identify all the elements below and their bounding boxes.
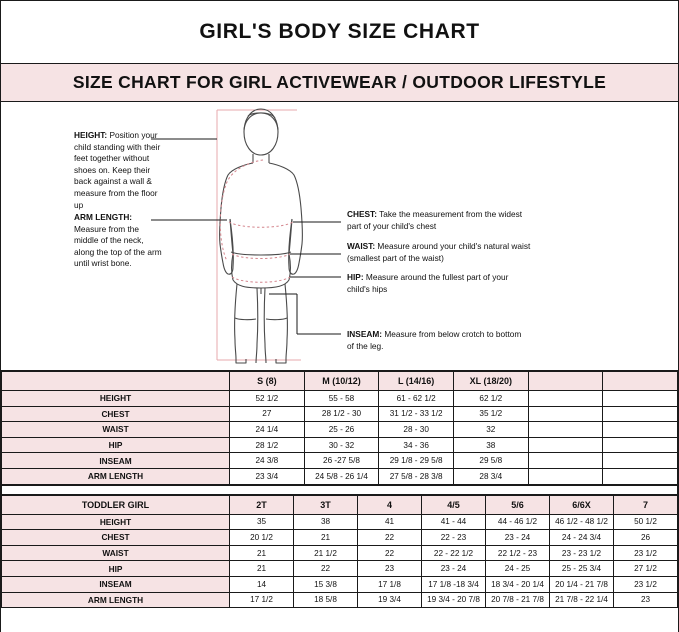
column-header: 7: [614, 495, 678, 514]
table-row: [2, 530, 678, 546]
row-label: HIP: [2, 561, 230, 577]
table-cell: 21: [230, 561, 294, 577]
column-header: XL (18/20): [453, 372, 528, 391]
table-cell: 62 1/2: [453, 391, 528, 407]
annotation-arm-length-text: Measure from the middle of the neck, along the top of the arm until wrist bone.: [74, 223, 162, 269]
table-cell: [603, 406, 678, 422]
table-cell: [528, 391, 603, 407]
table-cell: [528, 422, 603, 438]
table-cell: 28 1/2: [230, 437, 305, 453]
annotation-chest: [347, 209, 529, 232]
table-cell: 61 - 62 1/2: [379, 391, 454, 407]
table-cell: [528, 468, 603, 484]
spacer-cell: [2, 485, 678, 494]
table-cell: 17 1/2: [230, 592, 294, 608]
column-header: 5/6: [486, 495, 550, 514]
column-header: L (14/16): [379, 372, 454, 391]
toddler-size-table-wrap: [1, 495, 678, 609]
column-header: M (10/12): [304, 372, 379, 391]
table-row: [2, 514, 678, 530]
table-cell: 20 1/2: [230, 530, 294, 546]
column-header: [603, 372, 678, 391]
table-corner-cell: TODDLER GIRL: [2, 495, 230, 514]
table-cell: 18 3/4 - 20 1/4: [486, 576, 550, 592]
annotation-inseam-text: Measure from below crotch to bottom of the leg.: [347, 329, 522, 351]
table-cell: 55 - 58: [304, 391, 379, 407]
table-cell: 22 - 23: [422, 530, 486, 546]
table-header-row: [2, 495, 678, 514]
table-cell: 52 1/2: [230, 391, 305, 407]
annotation-chest-text: Take the measurement from the widest part of your child's chest: [347, 209, 523, 231]
table-cell: 21 1/2: [294, 545, 358, 561]
row-label: CHEST: [2, 530, 230, 546]
annotation-hip-label: HIP:: [347, 272, 364, 282]
annotation-inseam-label: INSEAM:: [347, 329, 383, 339]
column-header: 2T: [230, 495, 294, 514]
table-cell: 35 1/2: [453, 406, 528, 422]
table-cell: 28 3/4: [453, 468, 528, 484]
page-title-band: [1, 0, 678, 64]
table-cell: 18 5/8: [294, 592, 358, 608]
table-cell: 24 - 25: [486, 561, 550, 577]
table-cell: 22: [358, 530, 422, 546]
table-cell: 20 1/4 - 21 7/8: [550, 576, 614, 592]
table-cell: [528, 453, 603, 469]
table-cell: 34 - 36: [379, 437, 454, 453]
row-label: INSEAM: [2, 576, 230, 592]
table-cell: [603, 422, 678, 438]
column-header: 3T: [294, 495, 358, 514]
table-cell: 23 - 24: [486, 530, 550, 546]
row-label: HIP: [2, 437, 230, 453]
annotation-height-label: HEIGHT:: [74, 130, 108, 140]
row-label: INSEAM: [2, 453, 230, 469]
table-cell: 17 1/8: [358, 576, 422, 592]
annotation-hip-text: Measure around the fullest part of your child's hips: [347, 272, 509, 294]
table-cell: 25 - 25 3/4: [550, 561, 614, 577]
girl-size-table: [1, 371, 678, 485]
annotation-waist-text: Measure around your child's natural waist (smallest part of the waist): [347, 241, 531, 263]
table-cell: 23 - 23 1/2: [550, 545, 614, 561]
table-cell: 23 - 24: [422, 561, 486, 577]
table-cell: 30 - 32: [304, 437, 379, 453]
table-cell: 29 1/8 - 29 5/8: [379, 453, 454, 469]
table-cell: 27 1/2: [614, 561, 678, 577]
annotation-arm-length: [74, 212, 162, 270]
table-cell: 24 5/8 - 26 1/4: [304, 468, 379, 484]
annotation-height-text: Position your child standing with their feet together without shoes on. Keep their back against a wall & measure from the floor up: [74, 130, 161, 210]
table-cell: 21: [294, 530, 358, 546]
table-cell: [603, 391, 678, 407]
table-row: [2, 391, 678, 407]
table-cell: 21: [230, 545, 294, 561]
table-cell: 28 - 30: [379, 422, 454, 438]
annotation-hip: [347, 272, 529, 295]
annotation-arm-length-label: ARM LENGTH:: [74, 212, 133, 222]
table-row: [2, 437, 678, 453]
table-cell: [528, 406, 603, 422]
column-header: 6/6X: [550, 495, 614, 514]
table-cell: [603, 468, 678, 484]
table-row: [2, 561, 678, 577]
table-row: [2, 576, 678, 592]
table-cell: 22: [294, 561, 358, 577]
annotation-waist: [347, 241, 535, 264]
table-cell: 38: [294, 514, 358, 530]
row-label: ARM LENGTH: [2, 468, 230, 484]
table-spacer: [1, 485, 678, 495]
column-header: 4/5: [422, 495, 486, 514]
table-row: [2, 592, 678, 608]
table-cell: 44 - 46 1/2: [486, 514, 550, 530]
table-cell: 19 3/4: [358, 592, 422, 608]
table-cell: 23 1/2: [614, 545, 678, 561]
table-cell: 24 1/4: [230, 422, 305, 438]
table-cell: 41: [358, 514, 422, 530]
annotation-waist-label: WAIST:: [347, 241, 376, 251]
table-row: [2, 468, 678, 484]
annotation-height: [74, 130, 162, 211]
table-header-row: [2, 372, 678, 391]
table-cell: 22 - 22 1/2: [422, 545, 486, 561]
table-cell: 32: [453, 422, 528, 438]
table-cell: 23 1/2: [614, 576, 678, 592]
measurement-diagram: [1, 102, 678, 371]
column-header: 4: [358, 495, 422, 514]
table-row: [2, 422, 678, 438]
table-cell: 26 -27 5/8: [304, 453, 379, 469]
table-cell: 23: [358, 561, 422, 577]
table-cell: 19 3/4 - 20 7/8: [422, 592, 486, 608]
page-subtitle: SIZE CHART FOR GIRL ACTIVEWEAR / OUTDOOR LIFESTYLE: [72, 72, 607, 92]
table-cell: 22: [358, 545, 422, 561]
table-row: [2, 406, 678, 422]
table-cell: 41 - 44: [422, 514, 486, 530]
table-cell: 35: [230, 514, 294, 530]
table-cell: 46 1/2 - 48 1/2: [550, 514, 614, 530]
table-cell: 27: [230, 406, 305, 422]
table-corner-cell: [2, 372, 230, 391]
girl-size-table-wrap: [1, 371, 678, 485]
toddler-size-table: [1, 495, 678, 609]
table-cell: 27 5/8 - 28 3/8: [379, 468, 454, 484]
table-cell: 31 1/2 - 33 1/2: [379, 406, 454, 422]
table-cell: 22 1/2 - 23: [486, 545, 550, 561]
row-label: HEIGHT: [2, 514, 230, 530]
column-header: S (8): [230, 372, 305, 391]
row-label: HEIGHT: [2, 391, 230, 407]
table-cell: 14: [230, 576, 294, 592]
table-cell: 24 3/8: [230, 453, 305, 469]
annotation-inseam: [347, 329, 523, 352]
table-cell: [528, 437, 603, 453]
table-cell: [603, 437, 678, 453]
page-subtitle-band: [1, 64, 678, 102]
column-header: [528, 372, 603, 391]
annotation-chest-label: CHEST:: [347, 209, 377, 219]
table-cell: 23 3/4: [230, 468, 305, 484]
table-cell: 28 1/2 - 30: [304, 406, 379, 422]
table-cell: 15 3/8: [294, 576, 358, 592]
table-cell: 26: [614, 530, 678, 546]
table-cell: 17 1/8 -18 3/4: [422, 576, 486, 592]
table-row: [2, 453, 678, 469]
table-cell: 25 - 26: [304, 422, 379, 438]
table-row: [2, 545, 678, 561]
table-cell: 23: [614, 592, 678, 608]
row-label: CHEST: [2, 406, 230, 422]
row-label: ARM LENGTH: [2, 592, 230, 608]
table-cell: 29 5/8: [453, 453, 528, 469]
table-cell: 21 7/8 - 22 1/4: [550, 592, 614, 608]
page-title: GIRL'S BODY SIZE CHART: [199, 20, 480, 43]
table-cell: 24 - 24 3/4: [550, 530, 614, 546]
table-cell: 20 7/8 - 21 7/8: [486, 592, 550, 608]
row-label: WAIST: [2, 545, 230, 561]
row-label: WAIST: [2, 422, 230, 438]
table-cell: [603, 453, 678, 469]
table-cell: 50 1/2: [614, 514, 678, 530]
table-cell: 38: [453, 437, 528, 453]
